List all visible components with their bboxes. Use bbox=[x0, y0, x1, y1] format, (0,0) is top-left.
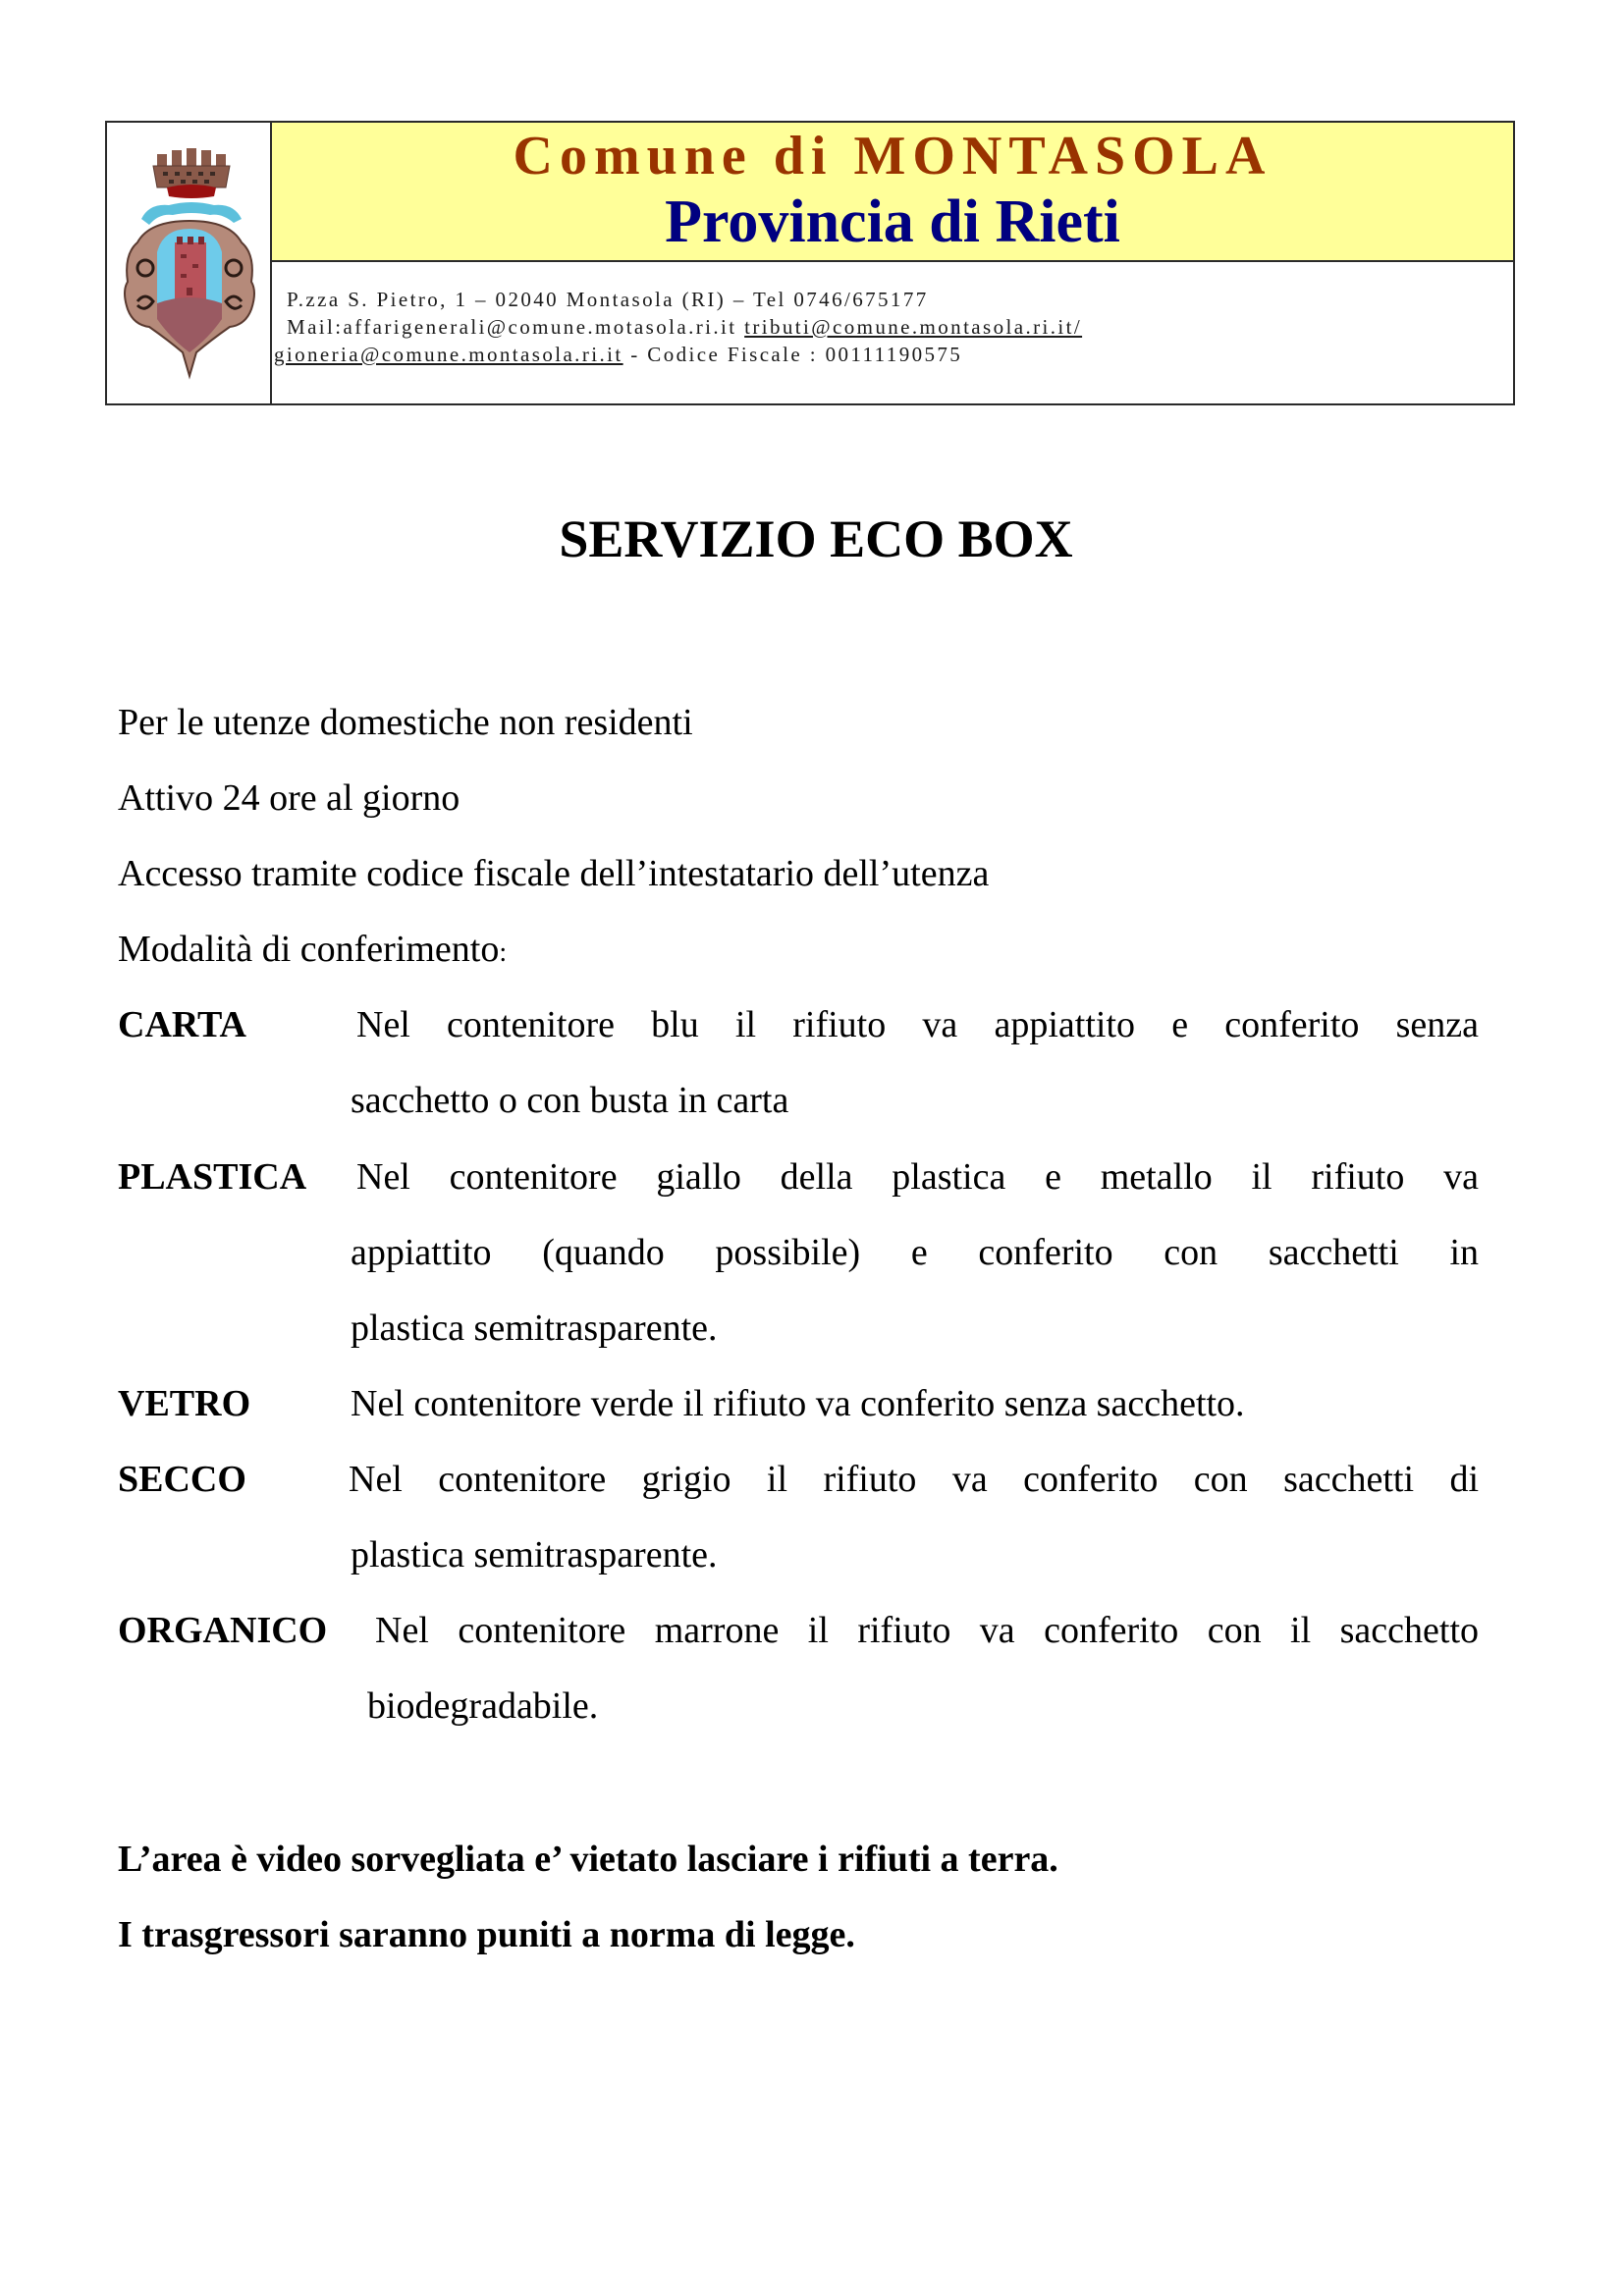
intro-line: Attivo 24 ore al giorno bbox=[118, 777, 460, 819]
category-description bbox=[351, 1156, 1479, 1385]
category-description bbox=[351, 1385, 1479, 1461]
modalita-colon: : bbox=[499, 937, 508, 968]
category-label: VETRO bbox=[118, 1383, 251, 1424]
fiscal-line bbox=[274, 345, 962, 365]
description-line: Nel contenitore marrone il rifiuto va conferito con il sacchetto bbox=[375, 1610, 1479, 1651]
provincia-name: Provincia di Rieti bbox=[665, 188, 1120, 255]
description-line: biodegradabile. bbox=[367, 1685, 599, 1727]
intro-line: Per le utenze domestiche non residenti bbox=[118, 702, 693, 743]
description-line: Nel contenitore giallo della plastica e metallo il rifiuto va bbox=[356, 1156, 1479, 1198]
mail-line bbox=[287, 317, 1082, 338]
mail-prefix: Mail:affarigenerali@comune.motasola.ri.it bbox=[287, 315, 745, 339]
intro-line: Accesso tramite codice fiscale dell’intestatario dell’utenza bbox=[118, 853, 990, 894]
ragioneria-email-link[interactable]: gioneria@comune.montasola.ri.it bbox=[274, 343, 623, 366]
modalita-heading bbox=[118, 931, 507, 968]
crest-cell bbox=[107, 123, 272, 403]
comune-name: Comune di MONTASOLA bbox=[513, 126, 1272, 187]
penalty-warning: I trasgressori saranno puniti a norma di legge. bbox=[118, 1914, 855, 1955]
title-band bbox=[272, 123, 1513, 262]
category-description bbox=[349, 1461, 1479, 1612]
coat-of-arms-icon bbox=[120, 144, 259, 380]
surveillance-warning: L’area è video sorvegliata e’ vietato lasciare i rifiuti a terra. bbox=[118, 1839, 1058, 1880]
fiscal-code: - Codice Fiscale : 00111190575 bbox=[623, 343, 963, 366]
contact-band bbox=[272, 262, 1513, 403]
description-line: plastica semitrasparente. bbox=[351, 1308, 718, 1349]
letterhead bbox=[105, 121, 1515, 405]
description-line: Nel contenitore blu il rifiuto va appiattito e conferito senza bbox=[356, 1004, 1479, 1045]
category-label: CARTA bbox=[118, 1004, 246, 1045]
crown-icon bbox=[153, 148, 230, 198]
category-label: PLASTICA bbox=[118, 1156, 307, 1198]
category-description bbox=[367, 1610, 1479, 1763]
category-label: ORGANICO bbox=[118, 1610, 328, 1651]
category-label: SECCO bbox=[118, 1459, 246, 1500]
description-line: sacchetto o con busta in carta bbox=[351, 1080, 789, 1121]
description-line: plastica semitrasparente. bbox=[351, 1534, 718, 1575]
description-line: Nel contenitore grigio il rifiuto va conferito con sacchetti di bbox=[349, 1459, 1479, 1500]
modalita-label: Modalità di conferimento bbox=[118, 929, 500, 970]
letterhead-info bbox=[272, 123, 1513, 403]
tributi-email-link[interactable]: tributi@comune.montasola.ri.it/ bbox=[744, 315, 1083, 339]
category-description bbox=[351, 1004, 1479, 1157]
document-title: SERVIZIO ECO BOX bbox=[559, 509, 1073, 568]
address-line: P.zza S. Pietro, 1 – 02040 Montasola (RI) – Tel 0746/675177 bbox=[287, 288, 929, 311]
description-line: Nel contenitore verde il rifiuto va conferito senza sacchetto. bbox=[351, 1383, 1245, 1424]
description-line: appiattito (quando possibile) e conferito con sacchetti in bbox=[351, 1232, 1479, 1273]
